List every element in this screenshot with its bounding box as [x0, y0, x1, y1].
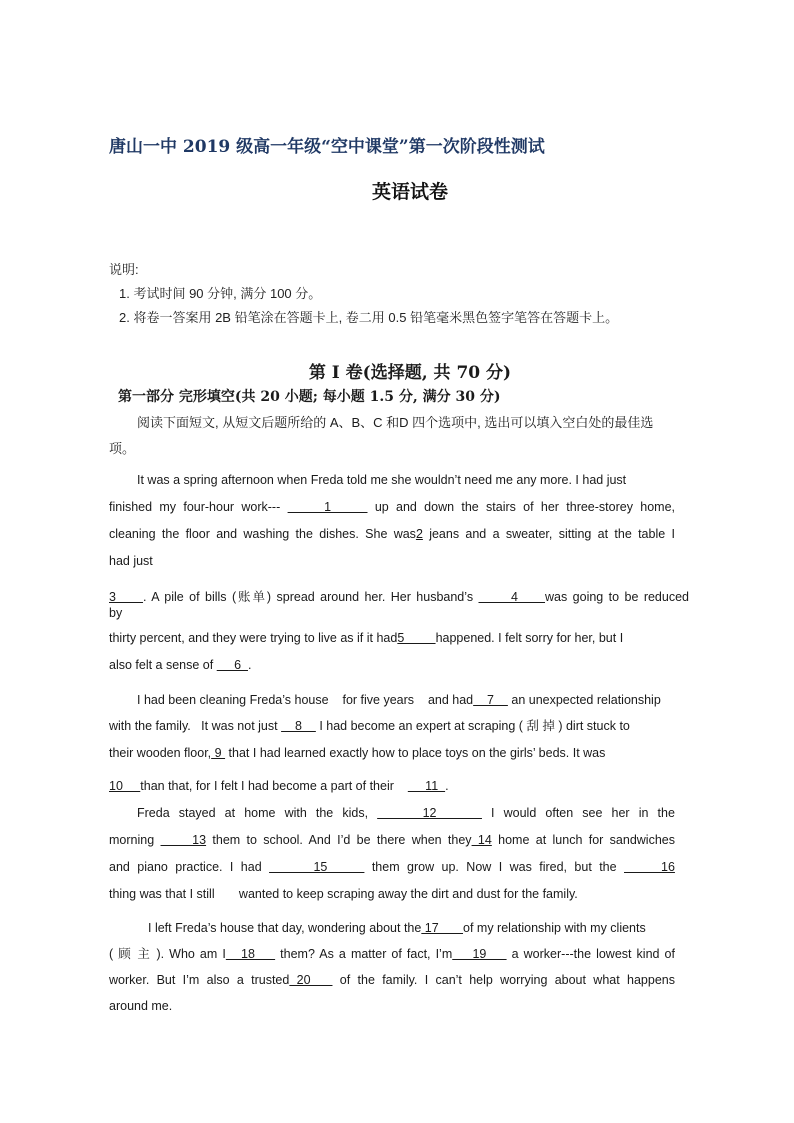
- note-item: 2. 将卷一答案用 2B 铅笔涂在答题卡上, 卷二用 0.5 铅笔毫米黑色签字笔答在答题卡上。: [119, 310, 619, 325]
- passage-text: ( 顾 主 ). Who am I: [109, 947, 226, 961]
- passage-text: than that, for I felt I had become a part of their: [140, 779, 394, 793]
- passage-text: .: [445, 779, 449, 793]
- note-item: 1. 考试时间 90 分钟, 满分 100 分。: [119, 286, 322, 301]
- passage-text: .: [247, 658, 252, 672]
- passage-text: that I had learned exactly how to place toys on the girls’ beds. It was: [228, 746, 606, 760]
- passage-text: help worrying about: [469, 973, 586, 987]
- passage-text: happened. I felt sorry for her, but I: [435, 631, 624, 645]
- passage-line: [109, 524, 675, 544]
- passage-text: thing was that I still: [109, 887, 215, 901]
- blank-2: 2: [415, 527, 423, 541]
- passage-text: I had: [229, 860, 262, 874]
- passage-line: [109, 776, 675, 796]
- blank-6: 6: [216, 658, 248, 672]
- passage-text: practice.: [175, 860, 223, 874]
- blank-19: 19: [452, 947, 507, 961]
- passage-text: their wooden floor,: [109, 746, 212, 760]
- passage-line: [109, 690, 675, 710]
- passage-text: up and down the stairs of her three-storey home,: [374, 500, 675, 514]
- blank-5: 5: [397, 631, 436, 645]
- passage-line: It was a spring afternoon when Freda told me she wouldn’t need me any more. I had just: [137, 473, 627, 487]
- passage-text: home: [244, 806, 276, 820]
- passage-text: was going to be reduced: [545, 590, 689, 604]
- passage-text: finished my: [109, 500, 177, 514]
- passage-text: of the family.: [339, 973, 418, 987]
- passage-text: wanted to keep scraping away the dirt and dust for the family.: [238, 887, 578, 901]
- passage-text: but the: [574, 860, 617, 874]
- passage-text: morning: [109, 833, 155, 847]
- passage-text: stayed at: [178, 806, 236, 820]
- passage-text: sandwiches: [609, 833, 675, 847]
- passage-text: Freda: [137, 806, 170, 820]
- passage-text: the floor and washing the dishes. She was: [161, 527, 416, 541]
- passage-text: an unexpected relationship: [511, 693, 661, 707]
- passage-line: [109, 884, 675, 904]
- blank-10: 10: [109, 779, 141, 793]
- notes-label: 说明:: [109, 262, 139, 277]
- exam-notes: [109, 258, 618, 330]
- blank-7: 7: [473, 693, 508, 707]
- passage-text: jeans and a sweater, sitting at the table I: [429, 527, 675, 541]
- passage-text: I can’t: [424, 973, 462, 987]
- passage-text: I: [491, 806, 495, 820]
- passage-text: worker. But I’m also a trusted: [109, 973, 290, 987]
- passage-line: [109, 497, 675, 517]
- passage-line: [109, 830, 675, 850]
- exam-title: 唐山一中 2019 级高一年级“空中课堂”第一次阶段性测试: [109, 137, 545, 157]
- passage-text: thirty percent, and they were trying to live as if it had: [109, 631, 398, 645]
- part-title: 第一部分 完形填空(共 20 小题; 每小题 1.5 分, 满分 30 分): [118, 389, 501, 405]
- passage-text: It was not just: [201, 719, 278, 733]
- passage-line: by: [109, 606, 123, 620]
- passage-line: [109, 716, 675, 736]
- blank-8: 8: [281, 719, 316, 733]
- passage-line: [109, 803, 675, 823]
- passage-text: her: [611, 806, 630, 820]
- blank-12: 12: [377, 806, 482, 820]
- blank-20: 20: [289, 973, 333, 987]
- passage-text: I had been cleaning Freda’s house: [137, 693, 329, 707]
- passage-text: what happens: [593, 973, 675, 987]
- blank-15: 15: [269, 860, 365, 874]
- passage-text: in the: [638, 806, 675, 820]
- passage-text: and had: [427, 693, 474, 707]
- passage-text: with the family.: [109, 719, 191, 733]
- passage-line: [109, 944, 675, 964]
- passage-line: [109, 743, 675, 763]
- passage-text: them grow up. Now I was fired,: [371, 860, 568, 874]
- section-title: 第 I 卷(选择题, 共 70 分): [308, 363, 512, 383]
- passage-line: around me.: [109, 999, 173, 1013]
- passage-text: cleaning: [109, 527, 156, 541]
- passage-line: [109, 655, 675, 675]
- blank-17: 17: [421, 921, 464, 935]
- passage-text: of my relationship with my clients: [463, 921, 646, 935]
- blank-18: 18: [225, 947, 276, 961]
- passage-line: [109, 970, 675, 990]
- passage-text: and: [109, 860, 130, 874]
- passage-text: home at lunch for: [498, 833, 604, 847]
- passage-text: them? As a: [280, 947, 346, 961]
- passage-text: piano: [137, 860, 168, 874]
- passage-line: [109, 628, 675, 648]
- blank-4: 4: [478, 590, 546, 604]
- passage-text: with the: [284, 806, 334, 820]
- passage-text: four-hour work---: [183, 500, 281, 514]
- passage-text: . A pile of bills (账单) spread around her. Her husband’s: [143, 590, 474, 604]
- blank-1: 1: [287, 500, 368, 514]
- passage-text: would: [503, 806, 537, 820]
- blank-3: 3: [109, 590, 144, 604]
- passage-text: often see: [545, 806, 603, 820]
- passage-text: also felt a sense of: [109, 658, 214, 672]
- passage-line: [109, 857, 675, 877]
- blank-16: 16: [624, 860, 675, 874]
- directions: 阅读下面短文, 从短文后题所给的 A、B、C 和D 四个选项中, 选出可以填入空白处的最佳选项。: [109, 415, 654, 456]
- passage-text: I had become an expert at scraping ( 刮 掉 ) dirt stuck to: [319, 719, 630, 733]
- blank-13: 13: [160, 833, 207, 847]
- passage-text: kids,: [342, 806, 369, 820]
- passage-text: I left Freda’s house that day, wondering about the: [148, 921, 422, 935]
- blank-11: 11: [407, 779, 446, 793]
- passage-line: had just: [109, 554, 153, 568]
- subject-title: 英语试卷: [371, 181, 448, 203]
- passage-text: them to school. And I’d be there when they: [212, 833, 472, 847]
- passage-text: a worker---the lowest kind of: [511, 947, 675, 961]
- blank-14: 14: [471, 833, 492, 847]
- blank-9: 9: [211, 746, 226, 760]
- passage-text: for five years: [342, 693, 415, 707]
- passage-text: matter of fact, I’m: [350, 947, 453, 961]
- passage-line: [109, 918, 675, 938]
